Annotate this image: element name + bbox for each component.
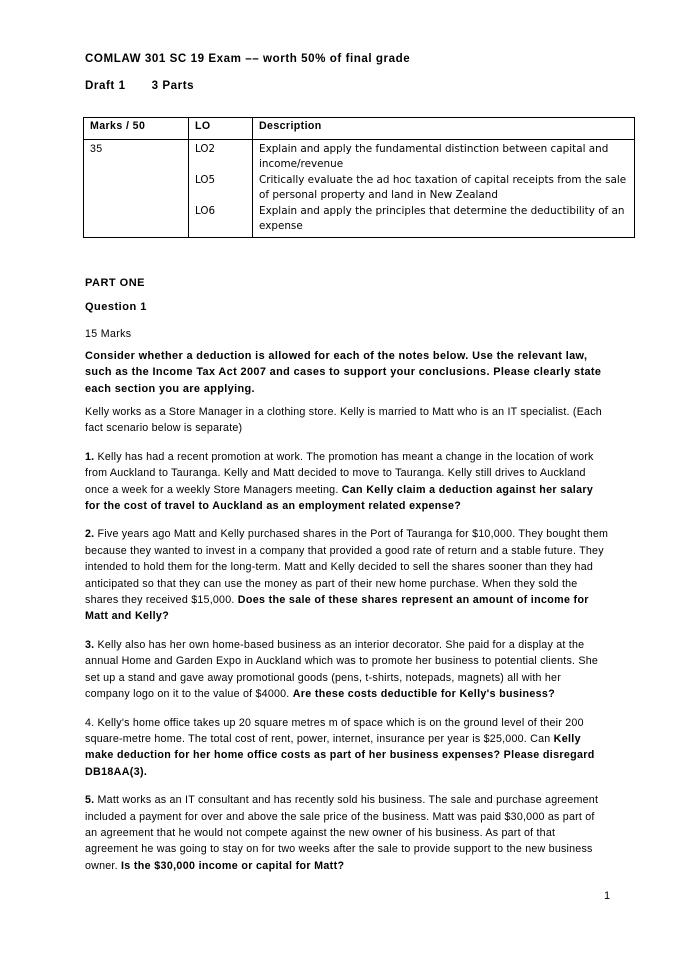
descriptions-cell xyxy=(253,140,635,238)
scenario-intro: Kelly works as a Store Manager in a clothing store. Kelly is married to Matt who is an IT specialist. (Each fact scenario below is separate) xyxy=(85,406,602,435)
note-body: Kelly's home office takes up 20 square metres m of space which is on the ground level of their 200 square-metre home. The total cost of rent, power, internet, insurance per year is $25,000. Can xyxy=(85,716,584,745)
note-body: Kelly also has her own home-based business as an interior decorator. She paid for a display at the annual Home and Garden Expo in Auckland which was to promote her business to potential clients. She set up a stand and gave away promotional goods (pens, t-shirts, notepads, magnets) all with her company logo on it to the value of $4000. xyxy=(85,638,599,701)
parts-label: 3 Parts xyxy=(151,79,195,92)
learning-outcomes-cell xyxy=(189,140,253,238)
part-heading: PART ONE xyxy=(85,277,146,289)
table-header-lo: LO xyxy=(189,118,253,140)
question-instruction: Consider whether a deduction is allowed for each of the notes below. Use the relevant law, such as the Income Tax Act 2007 and cases to support your conclusions. Please clearly state each section you are applying. xyxy=(85,350,602,395)
note-number: 2. xyxy=(85,528,95,541)
note-item xyxy=(85,526,609,624)
document-title: COMLAW 301 SC 19 Exam –– worth 50% of final grade xyxy=(85,52,411,65)
note-body: Matt works as an IT consultant and has recently sold his business. The sale and purchase agreement included a payment for over and above the sale price of the business. Matt was paid $30,000 as part of an agreement that he would not compete against the new owner of his business. As part of that agreement he was going to stay on for two weeks after the sale to provide support to the new business owner. xyxy=(85,794,599,872)
note-question: Kelly make deduction for her home office costs as part of her business expenses? Please disregard DB18AA(3). xyxy=(85,732,595,778)
question-heading: Question 1 xyxy=(85,301,147,313)
note-question: Is the $30,000 income or capital for Matt? xyxy=(121,859,345,872)
learning-outcome-item: LO2 xyxy=(195,143,216,155)
note-number: 3. xyxy=(85,638,95,651)
marks-table xyxy=(83,117,635,238)
note-item xyxy=(85,715,609,781)
note-body: Five years ago Matt and Kelly purchased shares in the Port of Tauranga for $10,000. They bought them because they wanted to invest in a company that provided a good rate of return and a stable future. They intended to hold them for the long-term. Matt and Kelly decided to sell the shares sooner than they had anticipated so that they can use the money as part of their new home purchase. When they sold the shares they received $15,000. xyxy=(85,528,609,607)
page-number: 1 xyxy=(604,890,611,902)
description-item: Explain and apply the principles that determine the deductibility of an expense xyxy=(259,204,625,233)
note-item xyxy=(85,449,609,515)
description-item: Critically evaluate the ad hoc taxation of capital receipts from the sale of personal property and land in New Zealand xyxy=(259,173,627,202)
note-question: Does the sale of these shares represent an amount of income for Matt and Kelly? xyxy=(85,594,589,623)
table-row xyxy=(84,140,635,238)
marks-value-cell: 35 xyxy=(84,140,189,238)
draft-label: Draft 1 xyxy=(85,79,126,92)
note-number: 5. xyxy=(85,794,95,807)
document-subtitle xyxy=(85,79,615,93)
learning-outcome-item: LO6 xyxy=(195,205,216,217)
description-item: Explain and apply the fundamental distinction between capital and income/revenue xyxy=(259,143,609,171)
note-question: Can Kelly claim a deduction against her salary for the cost of travel to Auckland as an employment related expense? xyxy=(85,483,594,513)
note-number: 4. xyxy=(85,716,95,729)
note-number: 1. xyxy=(85,450,95,463)
table-header-row xyxy=(84,118,635,140)
question-body xyxy=(85,404,609,886)
table-header-marks: Marks / 50 xyxy=(84,118,189,140)
note-question: Are these costs deductible for Kelly's business? xyxy=(292,688,556,701)
note-body: Kelly has had a recent promotion at work. The promotion has meant a change in the location of work from Auckland to Tauranga. Kelly and Matt decided to move to Tauranga. Kelly still drives to Auckland once a week for a weekly Store Managers meeting. xyxy=(85,450,594,496)
note-item xyxy=(85,792,609,874)
question-marks-label: 15 Marks xyxy=(85,328,132,340)
table-header-description: Description xyxy=(253,118,635,140)
learning-outcome-item: LO5 xyxy=(195,174,216,186)
note-item xyxy=(85,637,609,703)
